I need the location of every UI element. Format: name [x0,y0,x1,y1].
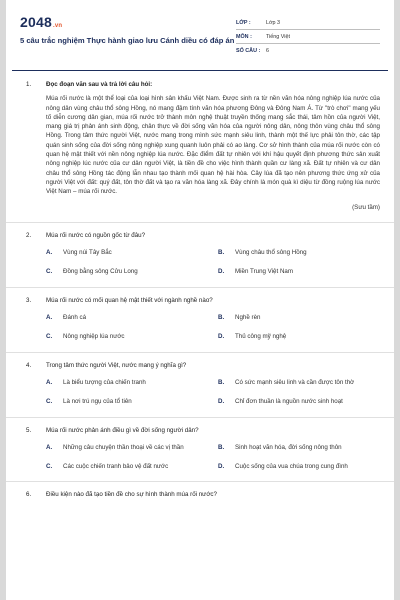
option-text: Sinh hoạt văn hóa, đời sống nông thôn [235,443,342,451]
meta-value: Tiếng Việt [266,33,290,40]
document-page [6,0,394,600]
question-divider [6,481,394,482]
question-text: Múa rối nước có nguồn gốc từ đâu? [46,231,146,239]
option-c[interactable] [46,462,218,471]
option-b[interactable] [218,443,380,452]
meta-value: 6 [266,47,269,54]
option-label: B. [218,314,225,322]
option-label: B. [218,249,225,257]
question-text: Đọc đoạn văn sau và trả lời câu hỏi: [46,81,153,88]
option-d[interactable] [218,462,380,471]
question-divider [6,417,394,418]
option-label: A. [46,443,53,451]
option-text: Nông nghiệp lúa nước [63,333,125,341]
question-text: Điều kiện nào đã tạo tiền đề cho sự hình thành múa rối nước? [46,491,217,499]
option-d[interactable] [218,267,380,276]
question-divider [6,287,394,288]
question-1 [20,80,380,212]
question-3 [20,296,380,342]
option-a[interactable] [46,313,218,322]
option-b[interactable] [218,378,380,387]
option-d[interactable] [218,397,380,406]
meta-value: Lớp 3 [266,19,281,26]
logo-text: 2048 [20,14,52,30]
question-number: 3. [26,296,32,304]
passage-source: (Sưu tầm) [352,203,380,211]
option-label: D. [218,463,225,471]
option-text: Vùng núi Tây Bắc [63,249,112,257]
meta-row-class [236,16,380,30]
option-text: Có sức mạnh siêu linh và cần được tôn thờ [235,378,355,386]
meta-row-subject [236,30,380,44]
option-d[interactable] [218,332,380,341]
option-label: C. [46,463,53,471]
option-b[interactable] [218,313,380,322]
question-number: 2. [26,231,32,239]
option-label: A. [46,378,53,386]
option-text: Miền Trung Việt Nam [235,268,294,276]
meta-key: SỐ CÂU : [236,47,261,54]
meta-table [236,16,380,57]
site-logo[interactable] [20,14,62,30]
option-text: Nghề rèn [235,314,261,322]
option-a[interactable] [46,443,218,452]
question-divider [6,222,394,223]
header-divider [12,70,388,71]
option-label: D. [218,398,225,406]
question-2 [20,231,380,277]
question-divider [6,352,394,353]
option-a[interactable] [46,378,218,387]
answer-options [46,378,380,407]
option-text: Những câu chuyện thần thoại về các vị thần [63,443,184,451]
option-label: A. [46,249,53,257]
option-text: Các cuộc chiến tranh bảo vệ đất nước [63,463,169,471]
meta-key: LỚP : [236,19,251,26]
option-text: Đánh cá [63,314,87,322]
answer-options [46,443,380,472]
meta-row-count [236,44,380,57]
option-label: B. [218,443,225,451]
option-text: Là biểu tượng của chiến tranh [63,378,146,386]
document-header [20,14,380,64]
option-label: B. [218,378,225,386]
answer-options [46,313,380,342]
option-text: Là nơi trú ngụ của tổ tiên [63,398,132,406]
option-text: Thủ công mỹ nghệ [235,333,287,341]
option-text: Chỉ đơn thuần là nguồn nước sinh hoạt [235,398,343,406]
option-b[interactable] [218,248,380,257]
meta-key: MÔN : [236,33,252,40]
question-5 [20,426,380,472]
question-text: Trong tâm thức người Việt, nước mang ý nghĩa gì? [46,361,187,369]
option-text: Vùng châu thổ sông Hồng [235,249,307,257]
question-6 [20,490,380,499]
question-number: 5. [26,426,32,434]
question-number: 6. [26,491,32,499]
option-c[interactable] [46,397,218,406]
document-title: 5 câu trắc nghiệm Thực hành giao lưu Cánh diều có đáp án [20,36,235,45]
option-label: D. [218,268,225,276]
answer-options [46,248,380,277]
option-c[interactable] [46,267,218,276]
question-4 [20,361,380,407]
option-label: C. [46,333,53,341]
option-label: C. [46,398,53,406]
option-label: C. [46,268,53,276]
option-text: Cuộc sống của vua chúa trong cung đình [235,463,348,471]
question-text: Múa rối nước phản ánh điều gì về đời sống người dân? [46,426,199,434]
option-c[interactable] [46,332,218,341]
option-a[interactable] [46,248,218,257]
logo-suffix: .vn [52,23,63,29]
option-label: A. [46,314,53,322]
option-text: Đồng bằng sông Cửu Long [63,268,138,276]
question-list [20,80,380,500]
question-number: 4. [26,361,32,369]
question-text: Múa rối nước có mối quan hệ mật thiết với ngành nghề nào? [46,296,213,304]
option-label: D. [218,333,225,341]
reading-passage: Múa rối nước là một thể loại của loại hình sân khấu Việt Nam. Được sinh ra từ nền văn hóa nông nghiệp lúa nước của nông dân vùng châu thổ sông Hồng, nó mang đậm tính văn hóa phương Đông và Đông Nam Á. Từ "trò chơi" mang yếu tố diễn cương dân gian, múa rối nước trở thành môn nghệ thuật truyền thống mang sắc thái, tâm hồn của người Việt, mang giá trị phản ánh sinh động, chân thực về đời sống văn hóa của người nông dân, nông thôn vùng châu thổ sông Hồng. Trong tâm thức người Việt, nước mang trong mình sức mạnh siêu linh, thành một thế lực phải tôn thờ, các tập quán sinh sống của đời sống nông nghiệp xung quanh luôn phải có ao làng. Cơ sở hình thành của múa rối nước còn có quan hệ mật thiết với nền nông nghiệp lúa nước. Đặc điểm đất tự nhiên với khí hậu quyết định phương thức sản xuất nông nghiệp lúc nước của cư dân người Việt, là tiền đề cho việc hình thành quần cư làng xã. Đất tự nhiên và cư dân châu thổ sông Hồng tác động lẫn nhau tạo thành mối quan hệ hài hòa. Cây lúa đã tạo nên phương thức ứng xử của người Việt với đất: quý đất, tôn thờ đất và tạo ra văn hóa làng xã. Đây chính là món quà kì diệu từ đồng ruộng lúa nước Việt Nam – múa rối nước. [46,95,380,196]
question-number: 1. [26,81,32,88]
